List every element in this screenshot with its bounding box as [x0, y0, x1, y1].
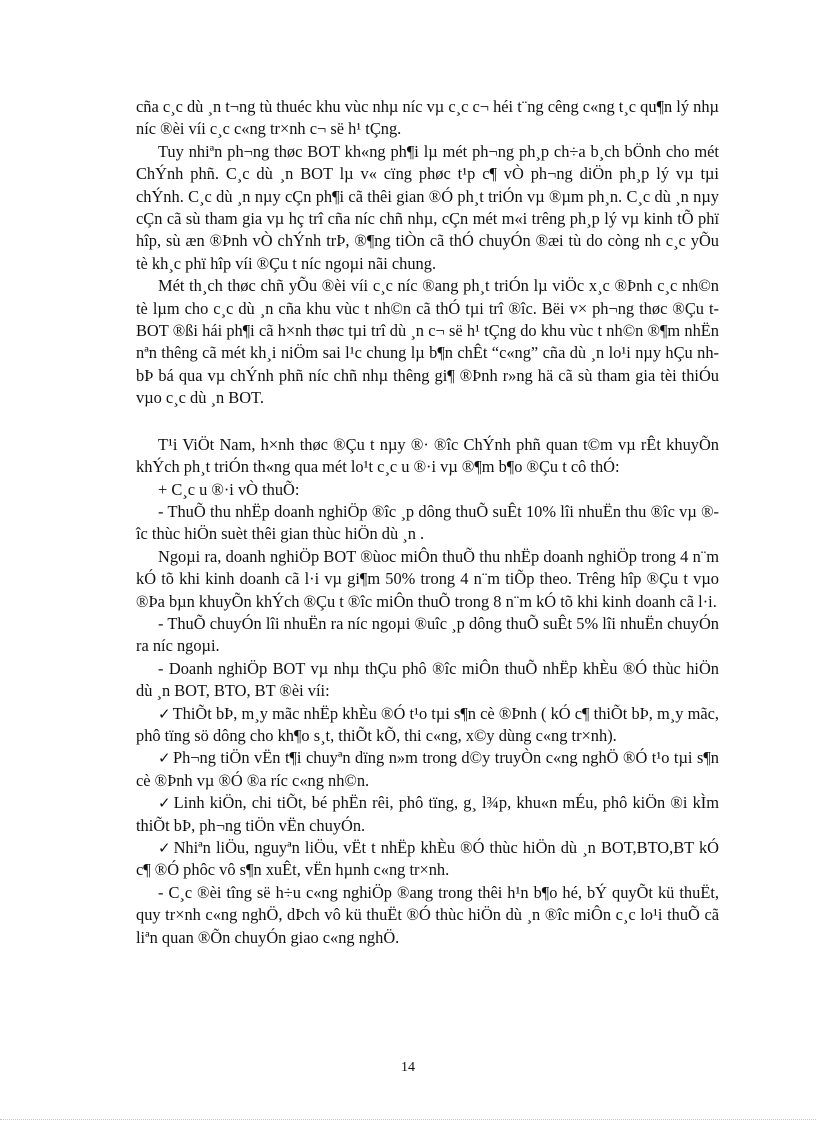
import-duty-item: - Doanh nghiÖp BOT vµ nhµ thÇu phô ®îc miÔn thuÕ nhËp khÈu ®Ó thùc hiÖn dù ¸n BOT, BTO, BT ®èi víi: — [136, 658, 719, 701]
tax-incentives-heading: + C¸c u ®·i vÒ thuÕ: — [158, 479, 300, 499]
paragraph-2: Tuy nhiªn ph¬ng thøc BOT kh«ng ph¶i lµ mét ph¬ng ph¸p ch÷a b¸ch bÖnh cho mét ChÝnh phñ. C¸c dù ¸n BOT lµ v« cïng phøc t¹p c¶ vÒ ph¬ng diÖn ph¸p lý vµ tµi chÝnh. C¸c dù ¸n nµy cÇn ph¶i cã thêi gian ®Ó ph¸t triÓn vµ ®µm ph¸n. C¸c dù ¸n nµy cÇn cã sù tham gia vµ hç trî cña níc chñ nhµ, cÇn mét m«i trêng ph¸p lý vµ kinh tÕ phï hîp, sù æn ®Þnh vÒ chÝnh trÞ, ®¶ng tiÒn cã thÓ chuyÓn ®æi tù do còng nh c¸c yÕu tè kh¸c phï hîp víi ®Çu t níc ngoµi nãi chung. — [136, 141, 719, 273]
check-mark-icon: ✓ — [158, 704, 171, 723]
checklist-item-text: Nhiªn liÖu, nguyªn liÖu, vËt t nhËp khÈu ®Ó thùc hiÖn dù ¸n BOT,BTO,BT kÓ c¶ ®Ó phôc vô s¶n xuÊt, vËn hµnh c«ng tr×nh. — [136, 838, 719, 880]
checklist-item-text: Linh kiÖn, chi tiÕt, bé phËn rêi, phô tïng, g¸ l¾p, khu«n mÉu, phô kiÖn ®i kÌm thiÕt bÞ, ph¬ng tiÖn vËn chuyÓn. — [136, 793, 719, 835]
checklist-item-materials — [136, 837, 719, 882]
checklist-item-text: ThiÕt bÞ, m¸y mãc nhËp khÈu ®Ó t¹o tµi s¶n cè ®Þnh ( kÓ c¶ thiÕt bÞ, m¸y mãc, phô tïng sö dông cho kh¶o s¸t, thiÕt kÕ, thi c«ng, x©y dùng c«ng tr×nh). — [136, 703, 720, 745]
corporate-income-tax-item: - ThuÕ thu nhËp doanh nghiÖp ®îc ¸p dông thuÕ suÊt 10% lîi nhuËn thu ®îc vµ ®îc thùc hiÖn suèt thêi gian thùc hiÖn dù ¸n . — [136, 501, 719, 544]
checklist-item-equipment — [136, 703, 719, 748]
paragraph-3: Mét th¸ch thøc chñ yÕu ®èi víi c¸c níc ®ang ph¸t triÓn lµ viÖc x¸c ®Þnh c¸c nh©n tè lµm cho c¸c dù ¸n cña khu vùc t nh©n cã thÓ tµi trî ®îc. Bëi v× ph¬ng thøc ®Çu t BOT ®ßi hái ph¶i cã h×nh thøc tµi trî dù ¸n c¬ së h¹ tÇng do khu vùc t nh©n ®¶m nhËn nªn thêng cã mét kh¸i niÖm sai l¹c chung lµ b¶n chÊt “c«ng” cña dù ¸n lo¹i nµy hÇu nh bÞ bá qua vµ chÝnh phñ níc chñ nhµ thêng gi¶ ®Þnh r»ng hä cã sù tham gia tèi thiÓu vµo c¸c dù ¸n BOT. — [136, 276, 719, 408]
check-mark-icon: ✓ — [158, 839, 172, 857]
paragraph-1: cña c¸c dù ¸n t¬ng tù thuéc khu vùc nhµ níc vµ c¸c c¬ héi t¨ng cêng c«ng t¸c qu¶n lý nhµ níc ®èi víi c¸c c«ng tr×nh c¬ së h¹ tÇng. — [136, 97, 719, 139]
paragraph-4: T¹i ViÖt Nam, h×nh thøc ®Çu t nµy ®· ®îc ChÝnh phñ quan t©m vµ rÊt khuyÕn khÝch ph¸t triÓn th«ng qua mét lo¹t c¸c u ®·i vµ ®¶m b¶o ®Çu t cô thÓ: — [136, 434, 719, 477]
check-mark-icon: ✓ — [158, 794, 172, 813]
document-page — [136, 96, 719, 949]
check-mark-icon: ✓ — [158, 749, 171, 768]
checklist-item-text: Ph¬ng tiÖn vËn t¶i chuyªn dïng n»m trong d©y truyÒn c«ng nghÖ ®Ó t¹o tµi s¶n cè ®Þnh vµ ®Ó ®a ríc c«ng nh©n. — [136, 748, 719, 790]
tax-exemption-paragraph: Ngoµi ra, doanh nghiÖp BOT ®ùoc miÔn thuÕ thu nhËp doanh nghiÖp trong 4 n¨m kÓ tõ khi kinh doanh cã l·i vµ gi¶m 50% trong 4 n¨m tiÕp theo. Trêng hîp ®Çu t vµo ®Þa bµn khuyÕn khÝch ®Çu t ®îc miÔn thuÕ trong 8 n¨m kÓ tõ khi kinh doanh cã l·i. — [136, 546, 719, 611]
checklist-item-transport — [136, 747, 719, 792]
page-bottom-divider — [0, 1119, 816, 1120]
checklist-item-components — [136, 792, 719, 837]
industrial-property-item: - C¸c ®èi tîng së h÷u c«ng nghiÖp ®ang trong thêi h¹n b¶o hé, bÝ quyÕt kü thuËt, quy tr×nh c«ng nghÖ, dÞch vô kü thuËt ®Ó thùc hiÖn dù ¸n ®îc miÔn c¸c lo¹i thuÕ cã liªn quan ®Õn chuyÓn giao c«ng nghÖ. — [136, 882, 719, 947]
profit-transfer-tax-item: - ThuÕ chuyÓn lîi nhuËn ra níc ngoµi ®uîc ¸p dông thuÕ suÊt 5% lîi nhuËn chuyÓn ra níc ngoµi. — [136, 613, 719, 656]
page-number: 14 — [401, 1060, 415, 1075]
